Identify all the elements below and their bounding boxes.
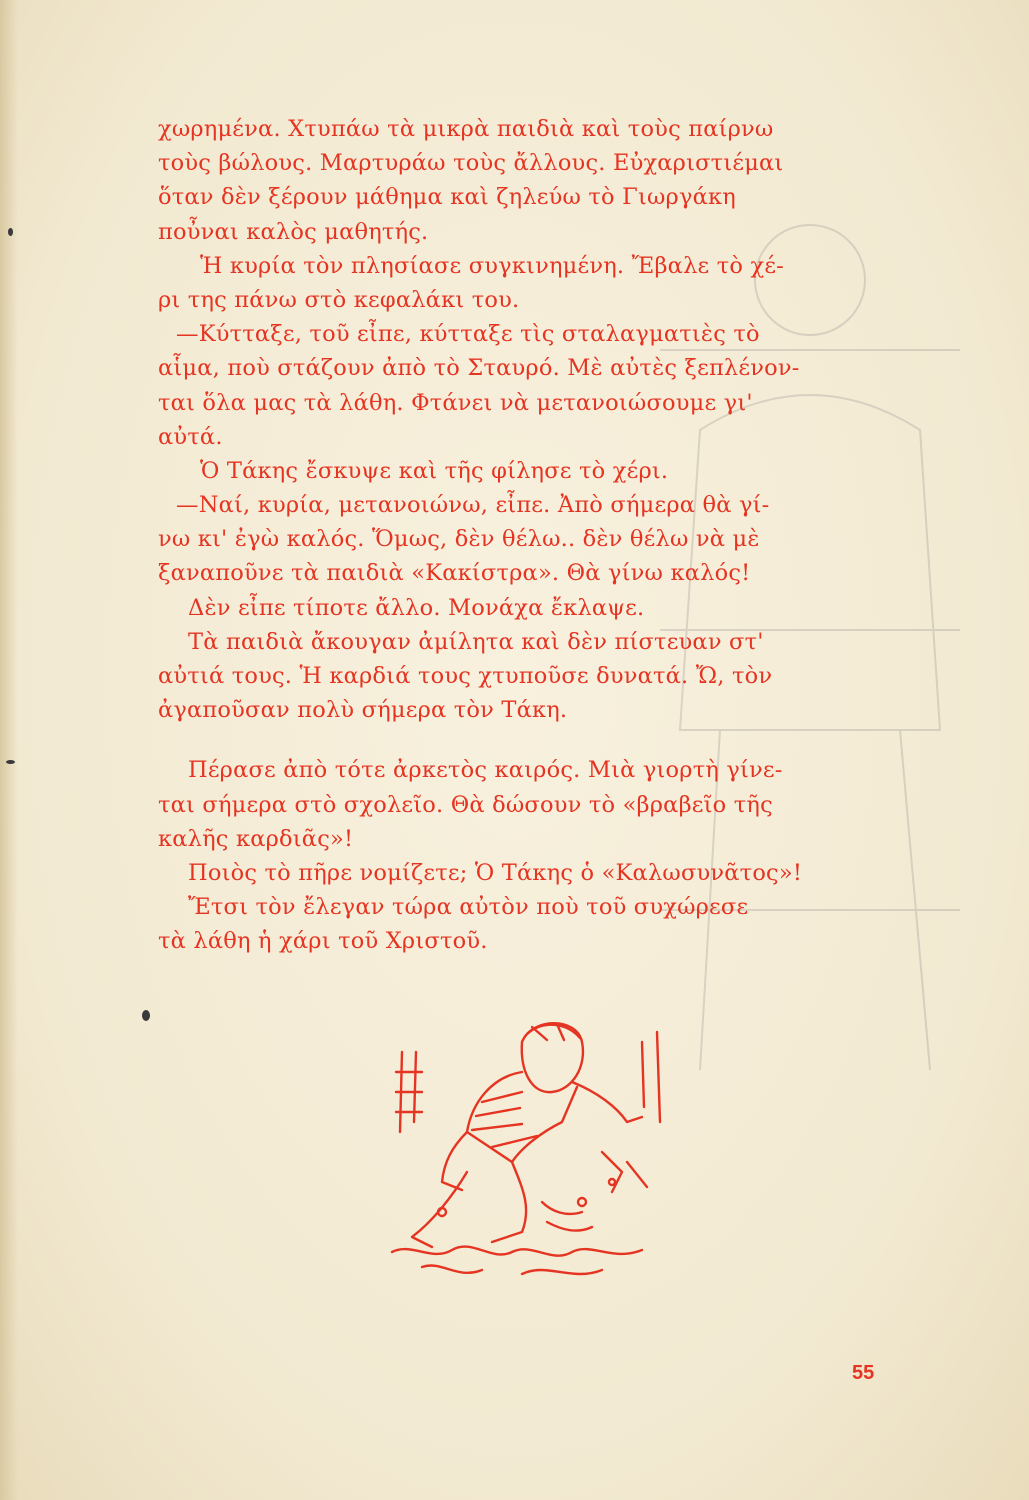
text-line: τὰ λάθη ἡ χάρι τοῦ Χριστοῦ.: [158, 928, 488, 955]
text-line: Ὁ Τάκης ἔσκυψε καὶ τῆς φίλησε τὸ χέρι.: [200, 457, 669, 484]
text-line: ται σήμερα στὸ σχολεῖο. Θὰ δώσουν τὸ «βραβεῖο τῆς: [158, 791, 773, 818]
text-line: Τὰ παιδιὰ ἄκουγαν ἀμίλητα καὶ δὲν πίστευαν στ': [188, 628, 764, 655]
text-line: Πέρασε ἀπὸ τότε ἀρκετὸς καιρός. Μιὰ γιορτὴ γίνε-: [188, 757, 783, 784]
text-line: ται ὅλα μας τὰ λάθη. Φτάνει νὰ μετανοιώσουμε γι': [158, 389, 753, 416]
text-line: Ἡ κυρία τὸν πλησίασε συγκινημένη. Ἔβαλε τὸ χέ-: [200, 252, 784, 279]
text-line: ὅταν δὲν ξέρουν μάθημα καὶ ζηλεύω τὸ Γιωργάκη: [158, 184, 736, 211]
boy-kneeling-illustration: [372, 1012, 682, 1302]
ink-speck: [8, 228, 13, 236]
text-line: ξαναποῦνε τὰ παιδιὰ «Κακίστρα». Θὰ γίνω καλός!: [158, 560, 751, 587]
text-line: νω κι' ἐγὼ καλός. Ὅμως, δὲν θέλω.. δὲν θέλω νὰ μὲ: [158, 526, 760, 553]
text-line: αἷμα, ποὺ στάζουν ἀπὸ τὸ Σταυρό. Μὲ αὐτὲς ξεπλένον-: [158, 355, 800, 382]
text-line: ρι της πάνω στὸ κεφαλάκι του.: [158, 286, 520, 313]
page-edge-shadow: [0, 0, 18, 1500]
body-text: [158, 112, 898, 959]
text-line: τοὺς βώλους. Μαρτυράω τοὺς ἄλλους. Εὐχαριστιέμαι: [158, 150, 784, 177]
page-number: 55: [852, 1362, 875, 1384]
text-line: Ἔτσι τὸν ἔλεγαν τώρα αὐτὸν ποὺ τοῦ συχώρεσε: [188, 894, 749, 921]
text-line: Ποιὸς τὸ πῆρε νομίζετε; Ὁ Τάκης ὁ «Καλωσυνᾶτος»!: [188, 859, 803, 886]
text-line: αὐτιά τους. Ἡ καρδιά τους χτυποῦσε δυνατά. Ὤ, τὸν: [158, 663, 773, 689]
text-line: χωρημένα. Χτυπάω τὰ μικρὰ παιδιὰ καὶ τοὺς παίρνω: [158, 116, 774, 142]
text-line: ἀγαποῦσαν πολὺ σήμερα τὸν Τάκη.: [158, 697, 568, 724]
text-line: —Ναί, κυρία, μετανοιώνω, εἶπε. Ἀπὸ σήμερα θὰ γί-: [176, 492, 770, 519]
ink-speck: [142, 1010, 150, 1021]
text-line: —Κύτταξε, τοῦ εἶπε, κύτταξε τὶς σταλαγματιὲς τὸ: [176, 321, 760, 348]
text-line: καλῆς καρδιᾶς»!: [158, 825, 354, 852]
ink-speck: [6, 760, 15, 764]
text-line: αὐτά.: [158, 423, 223, 450]
text-line: ποὖναι καλὸς μαθητής.: [158, 218, 429, 245]
text-line: Δὲν εἶπε τίποτε ἄλλο. Μονάχα ἔκλαψε.: [188, 594, 645, 621]
